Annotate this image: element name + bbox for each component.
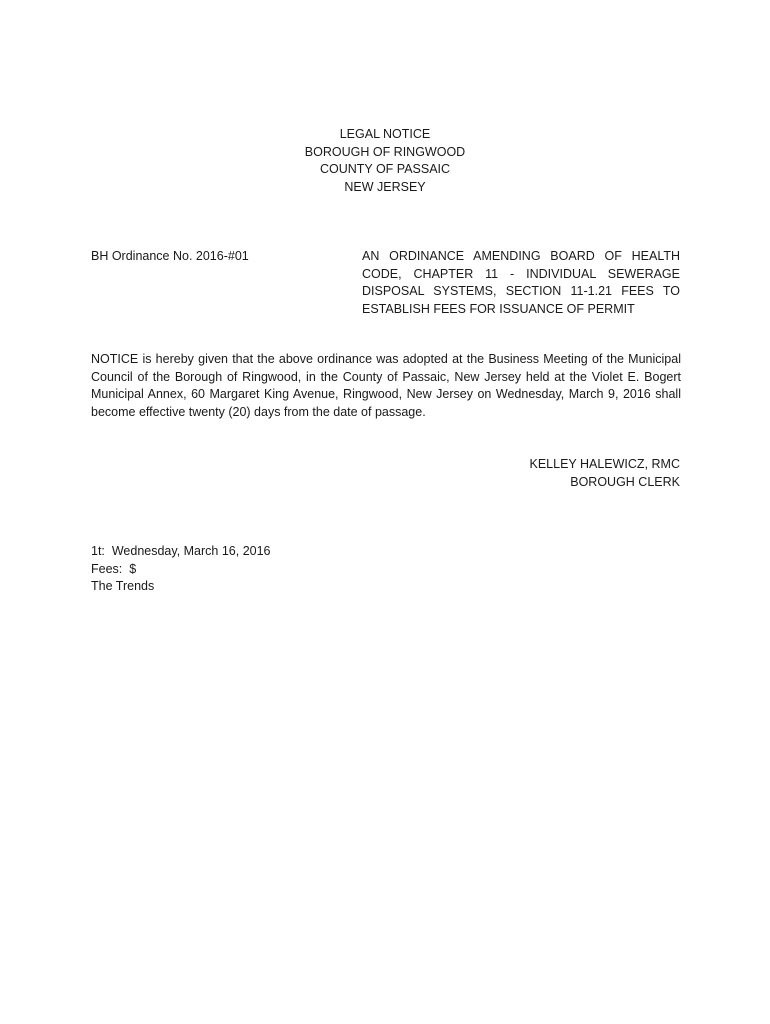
clerk-name: KELLEY HALEWICZ, RMC [529, 457, 680, 471]
publication-fees: Fees: $ [91, 561, 137, 576]
ordinance-number: BH Ordinance No. 2016-#01 [91, 249, 249, 263]
ordinance-title: AN ORDINANCE AMENDING BOARD OF HEALTH CODE, CHAPTER 11 - INDIVIDUAL SEWERAGE DISPOSAL SYSTEMS, SECTION 11-1.21 FEES TO ESTABLISH FEES FOR ISSUANCE OF PERMIT [362, 249, 680, 316]
notice-body: NOTICE is hereby given that the above ordinance was adopted at the Business Meeting of the Municipal Council of the Borough of Ringwood, in the County of Passaic, New Jersey held at the Violet E. Bogert Municipal Annex, 60 Margaret King Avenue, Ringwood, New Jersey on Wednesday, March 9, 2016 shall become effective twenty (20) days from the date of passage. [91, 352, 681, 419]
header-state: NEW JERSEY [344, 179, 426, 194]
header-county: COUNTY OF PASSAIC [319, 162, 451, 176]
header-borough: BOROUGH OF RINGWOOD [304, 144, 466, 159]
clerk-title: BOROUGH CLERK [570, 474, 680, 489]
notice-header [0, 126, 770, 196]
publication-info [91, 543, 271, 596]
signature-block [529, 456, 680, 491]
header-legal-notice: LEGAL NOTICE [339, 127, 431, 141]
publication-newspaper: The Trends [91, 579, 155, 593]
publication-date: 1t: Wednesday, March 16, 2016 [91, 544, 271, 558]
